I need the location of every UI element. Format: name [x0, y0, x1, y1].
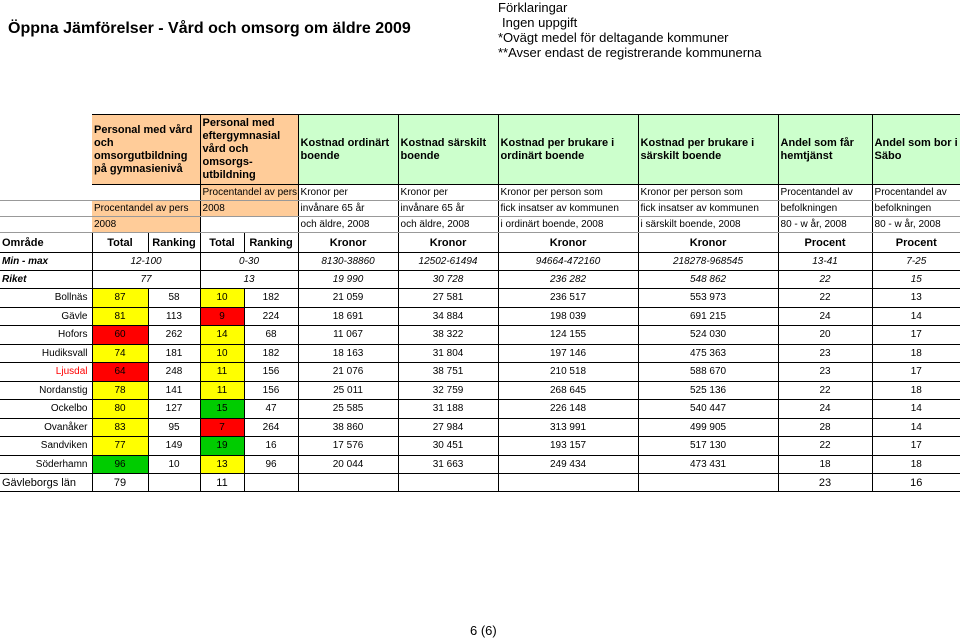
municipality-name: Sandviken: [0, 437, 92, 456]
cell-k3: 236 517: [498, 289, 638, 308]
cell-k1: 25 011: [298, 381, 398, 400]
cell-p1: 28: [778, 418, 872, 437]
empty-cell: [298, 474, 398, 492]
cell-p2: 16: [872, 474, 960, 492]
cell-t2: 19: [200, 437, 244, 456]
cell-p2: 18: [872, 381, 960, 400]
cell-k4: 525 136: [638, 381, 778, 400]
cell-p2: 17: [872, 326, 960, 345]
col-procent: Procent: [778, 233, 872, 253]
municipality-name: Söderhamn: [0, 455, 92, 474]
cell-p1: 22: [778, 381, 872, 400]
cell-k4: 475 363: [638, 344, 778, 363]
cell-p2: 14: [872, 400, 960, 419]
cell-r2: 182: [244, 344, 298, 363]
sub-cell: 2008: [200, 201, 298, 217]
cell-k1: 21 076: [298, 363, 398, 382]
col-kronor: Kronor: [638, 233, 778, 253]
cell-k3: 210 518: [498, 363, 638, 382]
cell-k1: 11 067: [298, 326, 398, 345]
cell-p1: 18: [778, 455, 872, 474]
cell-t1: 64: [92, 363, 148, 382]
cell-p1: 23: [778, 363, 872, 382]
header-sabo: Andel som bor i Säbo: [872, 115, 960, 185]
legend-item: **Avser endast de registrerande kommunerna: [498, 45, 762, 60]
cell-k1: 17 576: [298, 437, 398, 456]
cell-r1: 149: [148, 437, 200, 456]
sub-cell: befolkningen: [778, 201, 872, 217]
col-kronor: Kronor: [298, 233, 398, 253]
cell-r2: 47: [244, 400, 298, 419]
cell-r2: 16: [244, 437, 298, 456]
cell: 7-25: [872, 253, 960, 271]
col-ranking: Ranking: [244, 233, 298, 253]
cell-k2: 27 581: [398, 289, 498, 308]
municipality-name: Hudiksvall: [0, 344, 92, 363]
municipality-name: Hofors: [0, 326, 92, 345]
cell: 94664-472160: [498, 253, 638, 271]
cell-t1: 81: [92, 307, 148, 326]
page-title: Öppna Jämförelser - Vård och omsorg om äldre 2009: [8, 20, 411, 37]
cell-p1: 20: [778, 326, 872, 345]
comparison-table: [0, 114, 960, 492]
cell-label: Gävleborgs län: [0, 474, 92, 492]
cell-k3: 124 155: [498, 326, 638, 345]
empty-cell: [638, 474, 778, 492]
cell-p1: 22: [778, 437, 872, 456]
legend-item: *Ovägt medel för deltagande kommuner: [498, 30, 729, 45]
cell-r1: 127: [148, 400, 200, 419]
cell-t2: 10: [200, 344, 244, 363]
cell-k4: 540 447: [638, 400, 778, 419]
cell: 12-100: [92, 253, 200, 271]
col-total: Total: [92, 233, 148, 253]
cell-t1: 80: [92, 400, 148, 419]
header-kostnad-ordinart: Kostnad ordinärt boende: [298, 115, 398, 185]
sub-cell: Procentandel av pers: [92, 201, 200, 217]
cell-t1: 74: [92, 344, 148, 363]
sub-cell: 80 - w år, 2008: [778, 217, 872, 233]
cell-k2: 38 322: [398, 326, 498, 345]
cell: 13-41: [778, 253, 872, 271]
county-row: [0, 474, 960, 492]
cell: 236 282: [498, 271, 638, 289]
cell-r1: 141: [148, 381, 200, 400]
table-row: [0, 400, 960, 419]
cell-k2: 31 663: [398, 455, 498, 474]
cell-t2: 9: [200, 307, 244, 326]
cell-r2: 68: [244, 326, 298, 345]
riket-row: [0, 271, 960, 289]
sub-cell: Kronor per person som: [498, 185, 638, 201]
cell-r2: 264: [244, 418, 298, 437]
cell-t1: 60: [92, 326, 148, 345]
cell-p1: 23: [778, 344, 872, 363]
header-eftergymnasial: Personal med eftergymnasial vård och omsorgs-utbildning: [200, 115, 298, 185]
subheader-row-2: [0, 201, 960, 217]
municipality-name: Bollnäs: [0, 289, 92, 308]
sub-cell: [92, 185, 200, 201]
table-row: [0, 381, 960, 400]
cell-p1: 23: [778, 474, 872, 492]
cell: 8130-38860: [298, 253, 398, 271]
col-total: Total: [200, 233, 244, 253]
cell: 0-30: [200, 253, 298, 271]
sub-cell: och äldre, 2008: [298, 217, 398, 233]
cell-r1: 58: [148, 289, 200, 308]
cell-t1: 79: [92, 474, 148, 492]
cell-k4: 553 973: [638, 289, 778, 308]
municipality-name: Ovanåker: [0, 418, 92, 437]
cell-t2: 13: [200, 455, 244, 474]
cell-p2: 14: [872, 307, 960, 326]
header-hemtjanst: Andel som får hemtjänst: [778, 115, 872, 185]
cell-r2: 224: [244, 307, 298, 326]
empty-cell: [398, 474, 498, 492]
header-gymnasial: Personal med vård och omsorgutbildning på gymnasienivå: [92, 115, 200, 185]
cell-k1: 21 059: [298, 289, 398, 308]
cell: 30 728: [398, 271, 498, 289]
col-ranking: Ranking: [148, 233, 200, 253]
header-brukare-sarskilt: Kostnad per brukare i särskilt boende: [638, 115, 778, 185]
cell-r2: 156: [244, 381, 298, 400]
cell-k2: 31 804: [398, 344, 498, 363]
cell-k4: 499 905: [638, 418, 778, 437]
cell-k1: 18 691: [298, 307, 398, 326]
table-row: [0, 437, 960, 456]
legend-item: Ingen uppgift: [502, 15, 578, 30]
cell: 77: [92, 271, 200, 289]
cell: 12502-61494: [398, 253, 498, 271]
cell-k3: 313 991: [498, 418, 638, 437]
cell-k4: 473 431: [638, 455, 778, 474]
sub-cell: invånare 65 år: [398, 201, 498, 217]
cell-p2: 14: [872, 418, 960, 437]
sub-cell: i ordinärt boende, 2008: [498, 217, 638, 233]
table-row: [0, 344, 960, 363]
cell: 15: [872, 271, 960, 289]
cell-k1: 20 044: [298, 455, 398, 474]
cell-r1: 113: [148, 307, 200, 326]
cell-t2: 10: [200, 289, 244, 308]
cell-k3: 193 157: [498, 437, 638, 456]
cell-k1: 18 163: [298, 344, 398, 363]
cell-p1: 22: [778, 289, 872, 308]
cell-t1: 87: [92, 289, 148, 308]
cell-t1: 78: [92, 381, 148, 400]
sub-cell: Kronor per: [398, 185, 498, 201]
cell-k2: 31 188: [398, 400, 498, 419]
cell-k1: 25 585: [298, 400, 398, 419]
empty-cell: [244, 474, 298, 492]
subheader-row-1: [0, 185, 960, 201]
col-area: Område: [0, 233, 92, 253]
sub-cell: befolkningen: [872, 201, 960, 217]
header-brukare-ordinart: Kostnad per brukare i ordinärt boende: [498, 115, 638, 185]
cell-k3: 249 434: [498, 455, 638, 474]
municipality-name: Ockelbo: [0, 400, 92, 419]
cell-k3: 198 039: [498, 307, 638, 326]
table-row: [0, 418, 960, 437]
sub-cell: 80 - w år, 2008: [872, 217, 960, 233]
cell-p1: 24: [778, 400, 872, 419]
sub-cell: Kronor per: [298, 185, 398, 201]
cell-k3: 268 645: [498, 381, 638, 400]
subheader-row-3: [0, 217, 960, 233]
cell: 22: [778, 271, 872, 289]
cell-t1: 83: [92, 418, 148, 437]
cell-p2: 18: [872, 455, 960, 474]
sub-cell: i särskilt boende, 2008: [638, 217, 778, 233]
cell-r2: 96: [244, 455, 298, 474]
header-kostnad-sarskilt: Kostnad särskilt boende: [398, 115, 498, 185]
cell-k4: 691 215: [638, 307, 778, 326]
cell-k4: 517 130: [638, 437, 778, 456]
municipality-name: Gävle: [0, 307, 92, 326]
cell: 548 862: [638, 271, 778, 289]
sub-cell: 2008: [92, 217, 200, 233]
legend: [498, 0, 762, 60]
cell: 218278-968545: [638, 253, 778, 271]
row-label: Riket: [0, 271, 92, 289]
cell-r1: 95: [148, 418, 200, 437]
table-row: [0, 289, 960, 308]
sub-cell: Kronor per person som: [638, 185, 778, 201]
legend-heading: Förklaringar: [498, 0, 568, 15]
municipality-name: Ljusdal: [0, 363, 92, 382]
cell-r2: 182: [244, 289, 298, 308]
header-row: [0, 115, 960, 185]
cell-k2: 34 884: [398, 307, 498, 326]
sub-cell: Procentandel av pers: [200, 185, 298, 201]
cell-p2: 17: [872, 363, 960, 382]
table-row: [0, 307, 960, 326]
cell-p2: 13: [872, 289, 960, 308]
sub-cell: och äldre, 2008: [398, 217, 498, 233]
cell-t2: 11: [200, 363, 244, 382]
cell-t2: 14: [200, 326, 244, 345]
sub-cell: fick insatser av kommunen: [498, 201, 638, 217]
cell-k2: 32 759: [398, 381, 498, 400]
table-row: [0, 326, 960, 345]
cell-t1: 77: [92, 437, 148, 456]
cell-k2: 30 451: [398, 437, 498, 456]
cell-t2: 7: [200, 418, 244, 437]
cell-t2: 11: [200, 474, 244, 492]
sub-cell: invånare 65 år: [298, 201, 398, 217]
column-header-row: [0, 233, 960, 253]
col-procent: Procent: [872, 233, 960, 253]
row-label: Min - max: [0, 253, 92, 271]
cell-p2: 17: [872, 437, 960, 456]
sub-cell: Procentandel av: [778, 185, 872, 201]
cell-t1: 96: [92, 455, 148, 474]
cell-k4: 524 030: [638, 326, 778, 345]
cell-k3: 226 148: [498, 400, 638, 419]
cell-k4: 588 670: [638, 363, 778, 382]
cell: 13: [200, 271, 298, 289]
empty-cell: [148, 474, 200, 492]
cell-k3: 197 146: [498, 344, 638, 363]
sub-cell: [200, 217, 298, 233]
cell-k1: 38 860: [298, 418, 398, 437]
sub-cell: fick insatser av kommunen: [638, 201, 778, 217]
cell-k2: 27 984: [398, 418, 498, 437]
cell-r1: 248: [148, 363, 200, 382]
col-kronor: Kronor: [398, 233, 498, 253]
table-row: [0, 455, 960, 474]
cell-r1: 10: [148, 455, 200, 474]
cell-p1: 24: [778, 307, 872, 326]
cell: 19 990: [298, 271, 398, 289]
empty-cell: [498, 474, 638, 492]
cell-k2: 38 751: [398, 363, 498, 382]
cell-r1: 262: [148, 326, 200, 345]
cell-r1: 181: [148, 344, 200, 363]
cell-t2: 15: [200, 400, 244, 419]
sub-cell: Procentandel av: [872, 185, 960, 201]
col-kronor: Kronor: [498, 233, 638, 253]
cell-p2: 18: [872, 344, 960, 363]
minmax-row: [0, 253, 960, 271]
table-row: [0, 363, 960, 382]
municipality-name: Nordanstig: [0, 381, 92, 400]
page-number: 6 (6): [470, 623, 497, 638]
cell-r2: 156: [244, 363, 298, 382]
cell-t2: 11: [200, 381, 244, 400]
